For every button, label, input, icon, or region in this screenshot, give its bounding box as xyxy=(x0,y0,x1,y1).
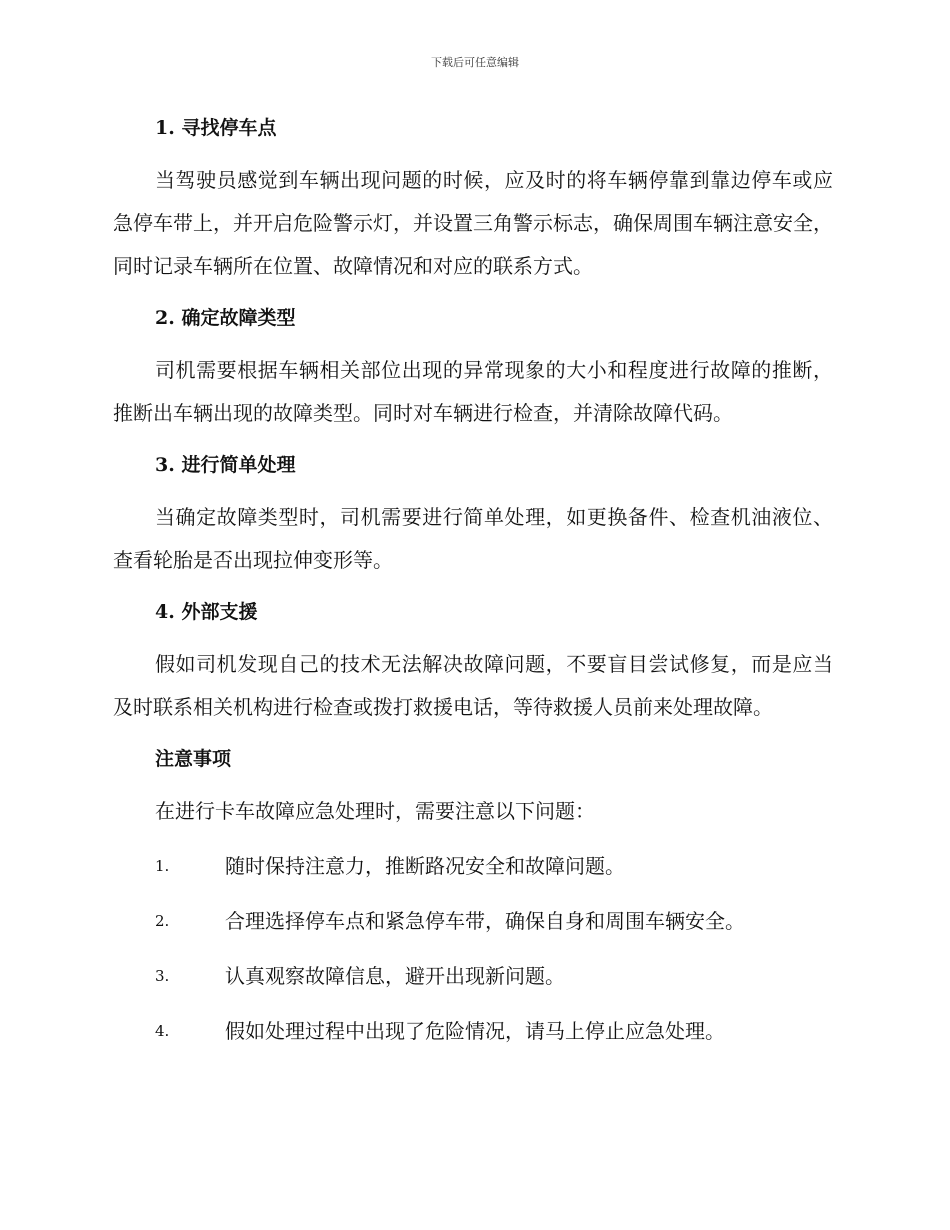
section-heading-simple-handling: 3. 进行简单处理 xyxy=(155,454,296,476)
list-item-number: 4. xyxy=(155,1022,170,1040)
notice-heading: 注意事项 xyxy=(155,748,232,770)
list-item-number: 3. xyxy=(155,967,170,985)
section-paragraph-find-parking: 当驾驶员感觉到车辆出现问题的时候，应及时的将车辆停靠到靠边停车或应急停车带上，并开启危险警示灯，并设置三角警示标志，确保周围车辆注意安全，同时记录车辆所在位置、故障情况和对应的联系方式。 xyxy=(113,168,833,278)
list-item xyxy=(113,955,833,998)
list-item-number: 2. xyxy=(155,912,170,930)
section-heading-fault-type: 2. 确定故障类型 xyxy=(155,307,296,329)
list-item-text: 假如处理过程中出现了危险情况，请马上停止应急处理。 xyxy=(225,1019,725,1043)
list-item-text: 合理选择停车点和紧急停车带，确保自身和周围车辆安全。 xyxy=(225,909,745,933)
section-paragraph-fault-type: 司机需要根据车辆相关部位出现的异常现象的大小和程度进行故障的推断，推断出车辆出现的故障类型。同时对车辆进行检查，并清除故障代码。 xyxy=(113,358,833,425)
list-item xyxy=(113,900,833,943)
section-heading-find-parking: 1. 寻找停车点 xyxy=(155,117,277,139)
list-item xyxy=(113,1010,833,1053)
section-paragraph-external-support: 假如司机发现自己的技术无法解决故障问题，不要盲目尝试修复，而是应当及时联系相关机构进行检查或拨打救援电话，等待救援人员前来处理故障。 xyxy=(113,652,833,719)
document-body xyxy=(113,106,833,1065)
list-item xyxy=(113,845,833,888)
notice-intro: 在进行卡车故障应急处理时，需要注意以下问题： xyxy=(155,799,595,823)
section-heading-external-support: 4. 外部支援 xyxy=(155,601,258,623)
list-item-text: 认真观察故障信息，避开出现新问题。 xyxy=(225,964,565,988)
section-paragraph-simple-handling: 当确定故障类型时，司机需要进行简单处理，如更换备件、检查机油液位、查看轮胎是否出现拉伸变形等。 xyxy=(113,505,833,572)
list-item-text: 随时保持注意力，推断路况安全和故障问题。 xyxy=(225,854,625,878)
page-header: 下载后可任意编辑 xyxy=(431,56,519,69)
list-item-number: 1. xyxy=(155,857,170,875)
